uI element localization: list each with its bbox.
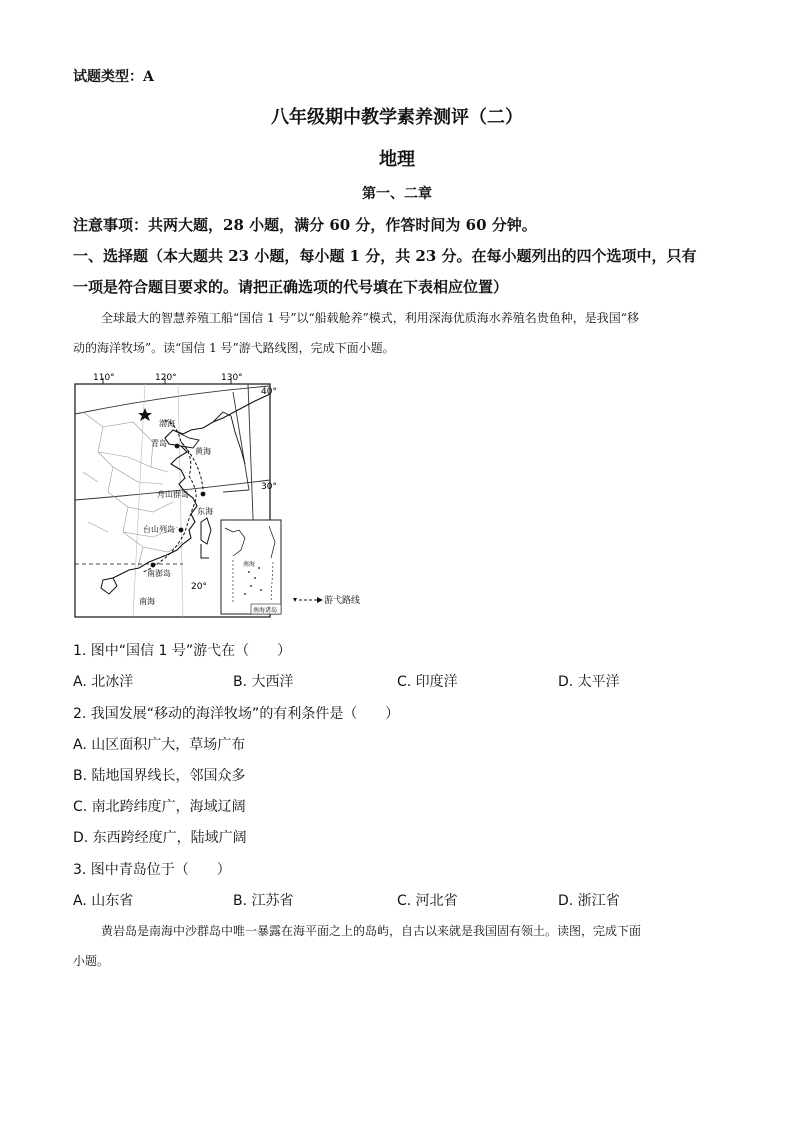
route-map <box>73 372 373 622</box>
chapter-range: 第一、二章 <box>362 186 432 202</box>
passage2-line2: 小题。 <box>73 954 110 968</box>
question-1-option-d: D. 太平洋 <box>558 674 620 690</box>
inset-label-sea: 南海 <box>243 561 256 568</box>
label-zhoushan: 舟山群岛 <box>157 490 189 499</box>
question-3-option-c: C. 河北省 <box>397 893 458 909</box>
lon-label-120: 120° <box>155 373 177 383</box>
question-3-option-a: A. 山东省 <box>73 893 134 909</box>
question-2-stem: 2. 我国发展“移动的海洋牧场”的有利条件是（ ） <box>73 706 400 722</box>
label-huanghai: 黄海 <box>195 447 211 456</box>
label-taishan: 台山列岛 <box>143 525 175 534</box>
parallel-40 <box>75 386 270 414</box>
inset-label-islands: 南海诸岛 <box>253 607 278 614</box>
label-nanhai: 南海 <box>139 597 155 606</box>
lat-label-40: 40° <box>261 387 277 397</box>
capital-star-icon <box>138 408 152 421</box>
section-heading-line1: 一、选择题（本大题共 23 小题，每小题 1 分，共 23 分。在每小题列出的四个选项中，只有 <box>73 247 697 265</box>
label-nanpeng: 南澎岛 <box>147 569 171 578</box>
map-legend <box>293 594 360 606</box>
question-3-stem: 3. 图中青岛位于（ ） <box>73 862 231 878</box>
label-donghai: 东海 <box>197 507 213 516</box>
lat-label-30: 30° <box>261 482 277 492</box>
zhoushan-dot <box>201 492 206 497</box>
taishan-dot <box>179 528 184 533</box>
question-1-stem: 1. 图中“国信 1 号”游弋在（ ） <box>73 643 292 659</box>
question-1-option-c: C. 印度洋 <box>397 674 458 690</box>
question-2-option-a: A. 山区面积广大，草场广布 <box>73 737 246 753</box>
exam-notice: 注意事项：共两大题，28 小题，满分 60 分，作答时间为 60 分钟。 <box>73 216 537 234</box>
lon-label-110: 110° <box>93 373 115 383</box>
qingdao-dot <box>175 444 180 449</box>
question-3-option-b: B. 江苏省 <box>233 893 294 909</box>
question-2-option-b: B. 陆地国界线长，邻国众多 <box>73 768 246 784</box>
lat-label-20: 20° <box>191 582 207 592</box>
label-bohai: 渤海 <box>159 419 175 428</box>
passage2-line1: 黄岩岛是南海中沙群岛中唯一暴露在海平面之上的岛屿，自古以来就是我国固有领土。读图，完成下面 <box>101 924 642 938</box>
question-1-option-a: A. 北冰洋 <box>73 674 134 690</box>
question-2-option-c: C. 南北跨纬度广，海域辽阔 <box>73 799 246 815</box>
nanpeng-dot <box>151 563 156 568</box>
passage1-line1: 全球最大的智慧养殖工船“国信 1 号”以“船载舱养”模式，利用深海优质海水养殖名贵鱼种，是我国“移 <box>101 311 639 325</box>
legend-label: 游弋路线 <box>324 596 361 606</box>
question-2-option-d: D. 东西跨经度广，陆域广阔 <box>73 830 247 846</box>
page-title: 八年级期中教学素养测评（二） <box>271 107 523 128</box>
section-heading-line2: 一项是符合题目要求的。请把正确选项的代号填在下表相应位置） <box>73 278 509 296</box>
subject-title: 地理 <box>379 149 415 170</box>
paper-type: 试题类型：A <box>73 69 154 85</box>
label-qingdao: 青岛 <box>151 439 167 448</box>
passage1-line2: 动的海洋牧场”。读“国信 1 号”游弋路线图，完成下面小题。 <box>73 341 395 355</box>
question-3-option-d: D. 浙江省 <box>558 893 620 909</box>
question-1-option-b: B. 大西洋 <box>233 674 294 690</box>
lon-label-130: 130° <box>221 373 243 383</box>
